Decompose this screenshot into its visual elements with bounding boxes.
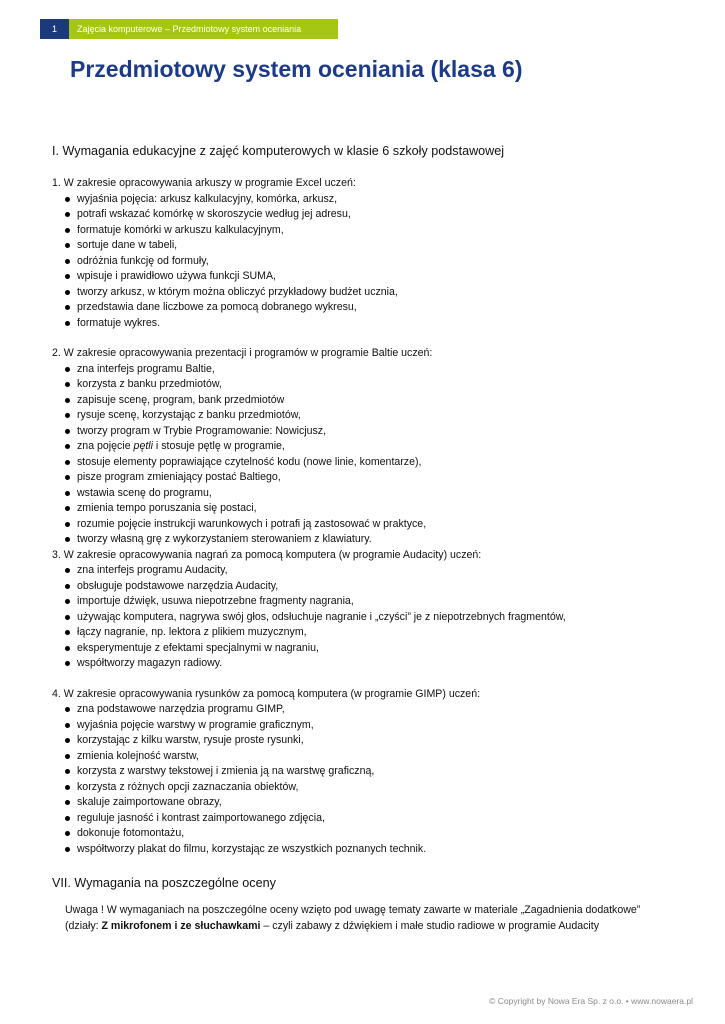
list-item-text: zmienia tempo poruszania się postaci, [77, 502, 257, 514]
header-title: Zajęcia komputerowe – Przedmiotowy system oceniania [69, 19, 338, 39]
list-item-text: rysuje scenę, korzystając z banku przedmiotów, [77, 409, 301, 421]
bullet-icon [65, 800, 70, 805]
list-item-text: skaluje zaimportowane obrazy, [77, 796, 222, 808]
bullet-icon [65, 506, 70, 511]
list-item-text: rozumie pojęcie instrukcji warunkowych i potrafi ją zastosować w praktyce, [77, 517, 427, 530]
document-body [52, 142, 692, 934]
bullet-icon [65, 769, 70, 774]
list-item [65, 269, 692, 285]
list-item [65, 439, 692, 455]
bullet-list [52, 702, 692, 857]
bullet-icon [65, 475, 70, 480]
list-item-text: korzystając z kilku warstw, rysuje proste rysunki, [77, 734, 304, 746]
list-item-text: zna podstawowe narzędzia programu GIMP, [77, 703, 285, 715]
list-item [65, 300, 692, 316]
bullet-icon [65, 723, 70, 728]
list-item [65, 594, 692, 610]
list-item-text: wstawia scenę do programu, [77, 486, 212, 499]
list-item-text: sortuje dane w tabeli, [77, 239, 178, 251]
requirements-groups [52, 176, 692, 857]
list-item-text: tworzy własną grę z wykorzystaniem sterowaniem z klawiatury. [77, 533, 372, 545]
list-item-text: łączy nagranie, np. lektora z plikiem muzycznym, [77, 626, 307, 638]
list-item [65, 641, 692, 657]
page-number: 1 [40, 19, 69, 39]
list-item [65, 749, 692, 765]
list-item [65, 408, 692, 424]
bullet-icon [65, 321, 70, 326]
list-item [65, 362, 692, 378]
list-item-text: korzysta z warstwy tekstowej i zmienia ją na warstwę graficzną, [77, 765, 375, 777]
list-item [65, 501, 692, 517]
list-item-text: formatuje komórki w arkuszu kalkulacyjnym, [77, 223, 284, 236]
note-bold-section: Z mikrofonem i ze słuchawkami [101, 920, 261, 932]
requirement-group-audacity [52, 548, 692, 672]
list-item-text: stosuje elementy poprawiające czytelność kodu (nowe linie, komentarze), [77, 455, 422, 468]
list-item-text: zna pojęcie pętli i stosuje pętlę w programie, [77, 440, 285, 452]
group-title: 1. W zakresie opracowywania arkuszy w programie Excel uczeń: [52, 177, 356, 189]
bullet-icon [65, 630, 70, 635]
list-item [65, 470, 692, 486]
bullet-icon [65, 274, 70, 279]
bullet-icon [65, 243, 70, 248]
list-item-text: tworzy program w Trybie Programowanie: Nowicjusz, [77, 424, 327, 437]
list-item [65, 702, 692, 718]
bullet-icon [65, 707, 70, 712]
bullet-list [52, 362, 692, 548]
bullet-icon [65, 831, 70, 836]
bullet-icon [65, 460, 70, 465]
list-item [65, 285, 692, 301]
list-item-text: formatuje wykres. [77, 316, 161, 329]
bullet-icon [65, 785, 70, 790]
list-item [65, 223, 692, 239]
bullet-icon [65, 661, 70, 666]
bullet-icon [65, 816, 70, 821]
bullet-icon [65, 646, 70, 651]
list-item [65, 316, 692, 332]
bullet-icon [65, 537, 70, 542]
list-item [65, 517, 692, 533]
list-item-text: obsługuje podstawowe narzędzia Audacity, [77, 579, 279, 592]
bullet-list [52, 563, 692, 672]
bullet-icon [65, 413, 70, 418]
list-item-text: dokonuje fotomontażu, [77, 827, 185, 839]
list-item-text: pisze program zmieniający postać Baltiego, [77, 471, 281, 483]
bullet-icon [65, 522, 70, 527]
list-item [65, 811, 692, 827]
bullet-icon [65, 429, 70, 434]
list-item-text: korzysta z różnych opcji zaznaczania obiektów, [77, 780, 299, 793]
list-item-text: zmienia kolejność warstw, [77, 749, 199, 762]
requirement-group-excel [52, 176, 692, 331]
bullet-icon [65, 754, 70, 759]
bullet-icon [65, 212, 70, 217]
list-item [65, 826, 692, 842]
list-item-text: używając komputera, nagrywa swój głos, odsłuchuje nagranie i „czyści” je z niepotrzebnych fragmentów, [77, 610, 566, 623]
bullet-icon [65, 398, 70, 403]
bullet-icon [65, 738, 70, 743]
list-item-text: eksperymentuje z efektami specjalnymi w nagraniu, [77, 641, 320, 654]
list-item [65, 455, 692, 471]
list-item-text: współtworzy magazyn radiowy. [77, 657, 223, 669]
list-item-text: zna interfejs programu Baltie, [77, 362, 215, 375]
list-item [65, 610, 692, 626]
requirement-group-gimp [52, 687, 692, 858]
list-item-text: tworzy arkusz, w którym można obliczyć przykładowy budżet ucznia, [77, 285, 398, 298]
bullet-icon [65, 584, 70, 589]
page-header [40, 19, 338, 39]
group-title: 3. W zakresie opracowywania nagrań za pomocą komputera (w programie Audacity) uczeń: [52, 548, 482, 561]
list-item [65, 192, 692, 208]
list-item [65, 424, 692, 440]
list-item-text: zapisuje scenę, program, bank przedmiotów [77, 393, 285, 406]
list-item [65, 764, 692, 780]
bullet-icon [65, 847, 70, 852]
list-item-text: przedstawia dane liczbowe za pomocą dobranego wykresu, [77, 301, 357, 313]
list-item-text: reguluje jasność i kontrast zaimportowanego zdjęcia, [77, 811, 325, 824]
bullet-icon [65, 382, 70, 387]
section-heading-requirements: I. Wymagania edukacyjne z zajęć komputerowych w klasie 6 szkoły podstawowej [52, 144, 505, 158]
list-item-text: wyjaśnia pojęcie warstwy w programie graficznym, [77, 718, 314, 731]
list-item [65, 377, 692, 393]
note-line-1: Uwaga ! W wymaganiach na poszczególne oceny wzięto pod uwagę tematy zawarte w materiale „Zagadnienia dodatkowe” [65, 904, 641, 916]
list-item [65, 393, 692, 409]
bullet-icon [65, 615, 70, 620]
list-item [65, 238, 692, 254]
list-item [65, 718, 692, 734]
list-item-text: odróżnia funkcję od formuły, [77, 254, 209, 267]
list-item [65, 780, 692, 796]
note-line-2: (działy: Z mikrofonem i ze słuchawkami – czyli zabawy z dźwiękiem i małe studio radiowe w programie Audacity [65, 920, 600, 932]
bullet-list [52, 192, 692, 332]
list-item [65, 207, 692, 223]
list-item [65, 532, 692, 548]
list-item [65, 579, 692, 595]
bullet-icon [65, 305, 70, 310]
list-item [65, 656, 692, 672]
list-item [65, 486, 692, 502]
bullet-icon [65, 599, 70, 604]
bullet-icon [65, 197, 70, 202]
group-title: 4. W zakresie opracowywania rysunków za pomocą komputera (w programie GIMP) uczeń: [52, 687, 481, 700]
list-item [65, 795, 692, 811]
list-item-text: wyjaśnia pojęcia: arkusz kalkulacyjny, komórka, arkusz, [77, 192, 338, 205]
list-item-text: współtworzy plakat do filmu, korzystając ze wszystkich poznanych technik. [77, 842, 427, 855]
bullet-icon [65, 259, 70, 264]
list-item [65, 254, 692, 270]
list-item-text: potrafi wskazać komórkę w skoroszycie według jej adresu, [77, 208, 351, 220]
bullet-icon [65, 568, 70, 573]
requirement-group-baltie [52, 346, 692, 548]
document-title: Przedmiotowy system oceniania (klasa 6) [70, 56, 523, 82]
list-item-text: importuje dźwięk, usuwa niepotrzebne fragmenty nagrania, [77, 595, 354, 607]
list-item [65, 625, 692, 641]
bullet-icon [65, 491, 70, 496]
list-item [65, 842, 692, 858]
list-item-text: zna interfejs programu Audacity, [77, 564, 228, 576]
list-item [65, 563, 692, 579]
bullet-icon [65, 367, 70, 372]
copyright-footer: © Copyright by Nowa Era Sp. z o.o. • www.nowaera.pl [489, 996, 693, 1006]
bullet-icon [65, 290, 70, 295]
bullet-icon [65, 228, 70, 233]
list-item-text: wpisuje i prawidłowo używa funkcji SUMA, [77, 270, 277, 282]
list-item [65, 733, 692, 749]
bullet-icon [65, 444, 70, 449]
grades-note [65, 902, 692, 934]
group-title: 2. W zakresie opracowywania prezentacji i programów w programie Baltie uczeń: [52, 347, 433, 359]
section-heading-grades: VII. Wymagania na poszczególne oceny [52, 876, 276, 890]
list-item-text: korzysta z banku przedmiotów, [77, 378, 222, 390]
